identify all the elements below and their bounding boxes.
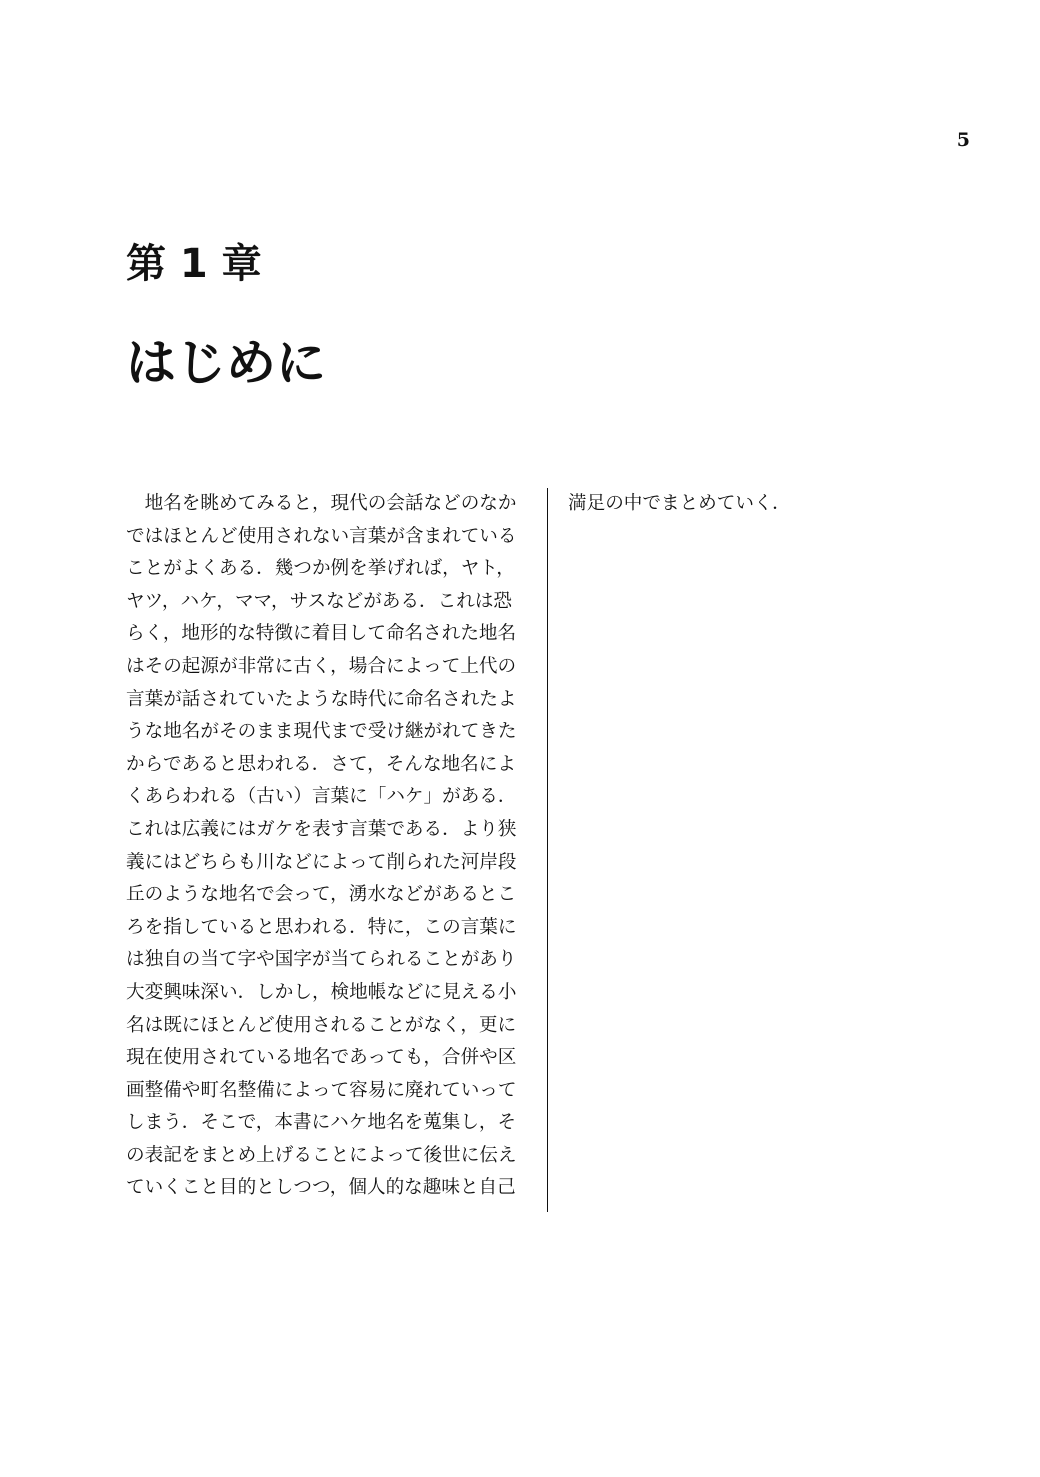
text-line: 義にはどちらも川などによって削られた河岸段 [126, 851, 517, 873]
column-divider [547, 488, 548, 1212]
text-line: 満足の中でまとめていく． [568, 493, 791, 514]
text-line: くあらわれる（古い）言葉に「ハケ」がある． [126, 786, 517, 808]
text-line: ていくこと目的としつつ，個人的な趣味と自己 [126, 1177, 516, 1199]
chapter-title: はじめに [126, 334, 326, 392]
text-line: ではほとんど使用されない言葉が含まれている [126, 525, 517, 547]
text-line: 大変興味深い．しかし，検地帳などに見える小 [126, 981, 517, 1003]
page-number: 5 [956, 129, 970, 151]
text-line: 現在使用されている地名であっても，合併や区 [126, 1047, 517, 1069]
text-line: ろを指していると思われる．特に，この言葉に [126, 916, 517, 938]
text-line: 画整備や町名整備によって容易に廃れていって [126, 1079, 517, 1101]
chapter-label: 第 1 章 [126, 241, 262, 287]
text-line: ことがよくある．幾つか例を挙げれば，ヤト， [126, 558, 515, 580]
text-line: 言葉が話されていたような時代に命名されたよ [126, 688, 517, 710]
text-line: の表記をまとめ上げることによって後世に伝え [126, 1144, 517, 1166]
text-line: はその起源が非常に古く，場合によって上代の [126, 655, 517, 677]
text-line: らく，地形的な特徴に着目して命名された地名 [126, 623, 517, 645]
body-right-column [568, 488, 972, 521]
text-line: これは広義にはガケを表す言葉である．より狭 [126, 818, 517, 840]
body-left-column [126, 488, 530, 1205]
text-line: 丘のような地名で会って，湧水などがあるとこ [126, 884, 517, 906]
text-line: 地名を眺めてみると，現代の会話などのなか [126, 493, 517, 514]
text-line: 名は既にほとんど使用されることがなく，更に [126, 1014, 517, 1036]
text-line: うな地名がそのまま現代まで受け継がれてきた [126, 721, 517, 743]
text-line: しまう．そこで，本書にハケ地名を蒐集し，そ [126, 1112, 517, 1134]
text-line: ヤツ，ハケ，ママ，サスなどがある．これは恐 [126, 590, 513, 612]
text-line: は独自の当て字や国字が当てられることがあり [126, 949, 517, 971]
text-line: からであると思われる．さて，そんな地名によ [126, 753, 516, 775]
